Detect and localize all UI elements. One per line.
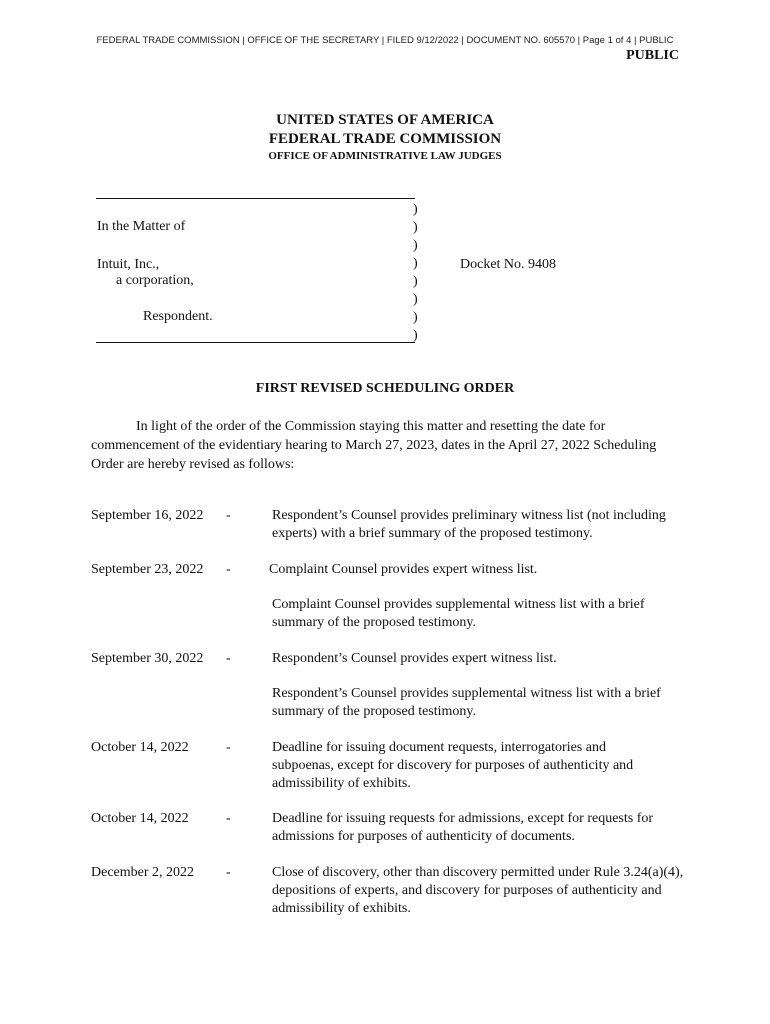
schedule-event: Deadline for issuing document requests, interrogatories and subpoenas, except for discovery for purposes of authenticity and admissibility of exhibits. [272,740,634,791]
caption-matter: In the Matter of [97,219,186,234]
schedule-date: October 14, 2022 [91,740,189,755]
paren: ) [413,328,418,343]
schedule-dash: - [226,811,231,826]
paren: ) [413,256,418,271]
schedule-date: December 2, 2022 [91,865,195,880]
schedule-event: Deadline for issuing requests for admissions, except for requests for admissions for purposes of authenticity of documents. [272,811,654,844]
paren: ) [413,238,418,253]
filing-header: FEDERAL TRADE COMMISSION | OFFICE OF THE SECRETARY | FILED 9/12/2022 | DOCUMENT NO. 605570 | Page 1 of 4 | PUBLIC [96,35,674,46]
schedule-event: Respondent’s Counsel provides expert witness list. [272,651,557,666]
paren: ) [413,202,418,217]
schedule-dash: - [226,651,231,666]
schedule-dash: - [226,865,231,880]
schedule-dash: - [226,740,231,755]
order-title: FIRST REVISED SCHEDULING ORDER [255,381,515,396]
caption-rule-top [96,198,415,199]
schedule-date: October 14, 2022 [91,811,189,826]
schedule-event: Complaint Counsel provides expert witness list. [269,562,538,577]
schedule-dash: - [226,508,231,523]
caption-rule-bottom [96,342,415,343]
schedule-event: Respondent’s Counsel provides preliminary witness list (not including experts) with a brief summary of the proposed testimony. [272,508,666,541]
schedule-event: Respondent’s Counsel provides supplemental witness list with a brief summary of the proposed testimony. [272,686,661,719]
paren: ) [413,274,418,289]
schedule-date: September 23, 2022 [91,562,204,577]
paren: ) [413,292,418,307]
caption-role: Respondent. [143,309,213,324]
paren: ) [413,220,418,235]
title-office-alj: OFFICE OF ADMINISTRATIVE LAW JUDGES [268,150,502,162]
order-intro [91,417,671,474]
caption-parentheses [413,201,423,345]
caption-party-type: a corporation, [116,273,194,288]
title-ftc: FEDERAL TRADE COMMISSION [268,131,502,147]
docket-number: Docket No. 9408 [460,257,557,272]
order-intro-text: In light of the order of the Commission staying this matter and resetting the date for commencement of the evidentiary hearing to March 27, 2023, dates in the April 27, 2022 Scheduling Order are hereby revised as follows: [91,419,657,472]
caption-party: Intuit, Inc., [97,257,160,272]
schedule-date: September 16, 2022 [91,508,204,523]
schedule-dash: - [226,562,231,577]
title-united-states: UNITED STATES OF AMERICA [276,112,494,128]
schedule-event: Close of discovery, other than discovery permitted under Rule 3.24(a)(4), depositions of experts, and discovery for purposes of authenticity and admissibility of exhibits. [272,865,684,916]
paren: ) [413,310,418,325]
public-label: PUBLIC [626,48,679,63]
schedule-date: September 30, 2022 [91,651,204,666]
schedule-event: Complaint Counsel provides supplemental witness list with a brief summary of the proposed testimony. [272,597,645,630]
